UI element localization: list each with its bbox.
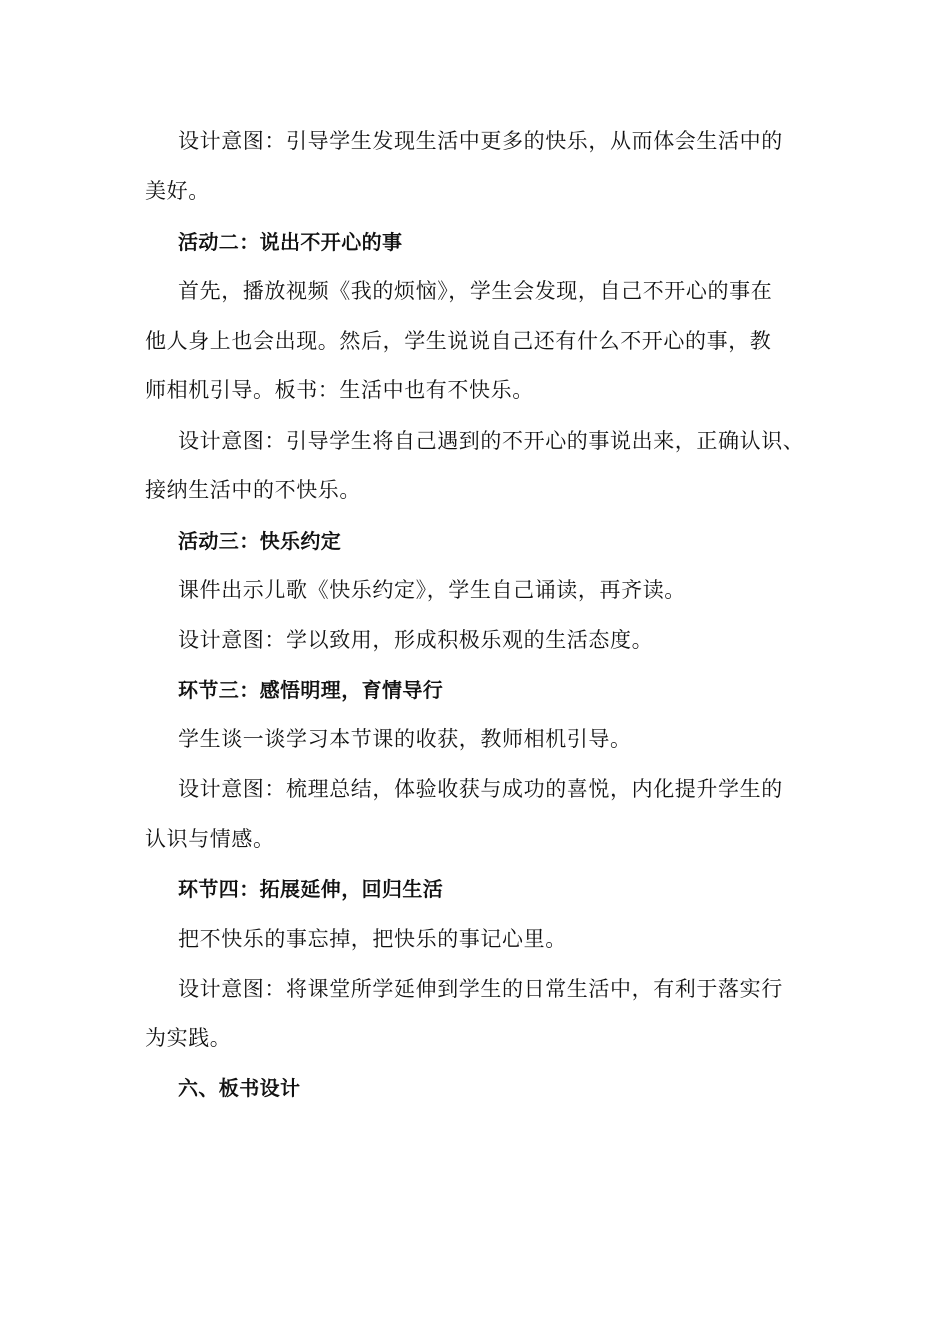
section-heading: 环节三：感悟明理，育情导行 <box>178 678 444 702</box>
section-heading: 六、板书设计 <box>178 1076 301 1100</box>
paragraph-line: 他人身上也会出现。然后，学生说说自己还有什么不开心的事，教 <box>145 329 772 353</box>
paragraph-line: 设计意图：将课堂所学延伸到学生的日常生活中，有利于落实行 <box>178 977 783 1001</box>
section-heading: 活动三：快乐约定 <box>178 529 342 553</box>
paragraph-line: 把不快乐的事忘掉，把快乐的事记心里。 <box>178 927 567 951</box>
paragraph-line: 设计意图：引导学生将自己遇到的不开心的事说出来，正确认识、 <box>178 429 805 453</box>
paragraph-line: 设计意图：引导学生发现生活中更多的快乐，从而体会生活中的 <box>178 129 783 153</box>
paragraph-line: 为实践。 <box>145 1026 232 1050</box>
paragraph-line: 认识与情感。 <box>145 827 275 851</box>
paragraph-line: 美好。 <box>145 179 210 203</box>
paragraph-line: 设计意图：学以致用，形成积极乐观的生活态度。 <box>178 628 654 652</box>
paragraph-line: 师相机引导。板书：生活中也有不快乐。 <box>145 378 534 402</box>
paragraph-line: 设计意图：梳理总结，体验收获与成功的喜悦，内化提升学生的 <box>178 777 783 801</box>
paragraph-line: 首先，播放视频《我的烦恼》，学生会发现，自己不开心的事在 <box>178 279 773 303</box>
paragraph-line: 学生谈一谈学习本节课的收获，教师相机引导。 <box>178 727 632 751</box>
section-heading: 活动二：说出不开心的事 <box>178 230 403 254</box>
paragraph-line: 接纳生活中的不快乐。 <box>145 478 361 502</box>
section-heading: 环节四：拓展延伸，回归生活 <box>178 877 444 901</box>
paragraph-line: 课件出示儿歌《快乐约定》，学生自己诵读，再齐读。 <box>178 578 686 602</box>
